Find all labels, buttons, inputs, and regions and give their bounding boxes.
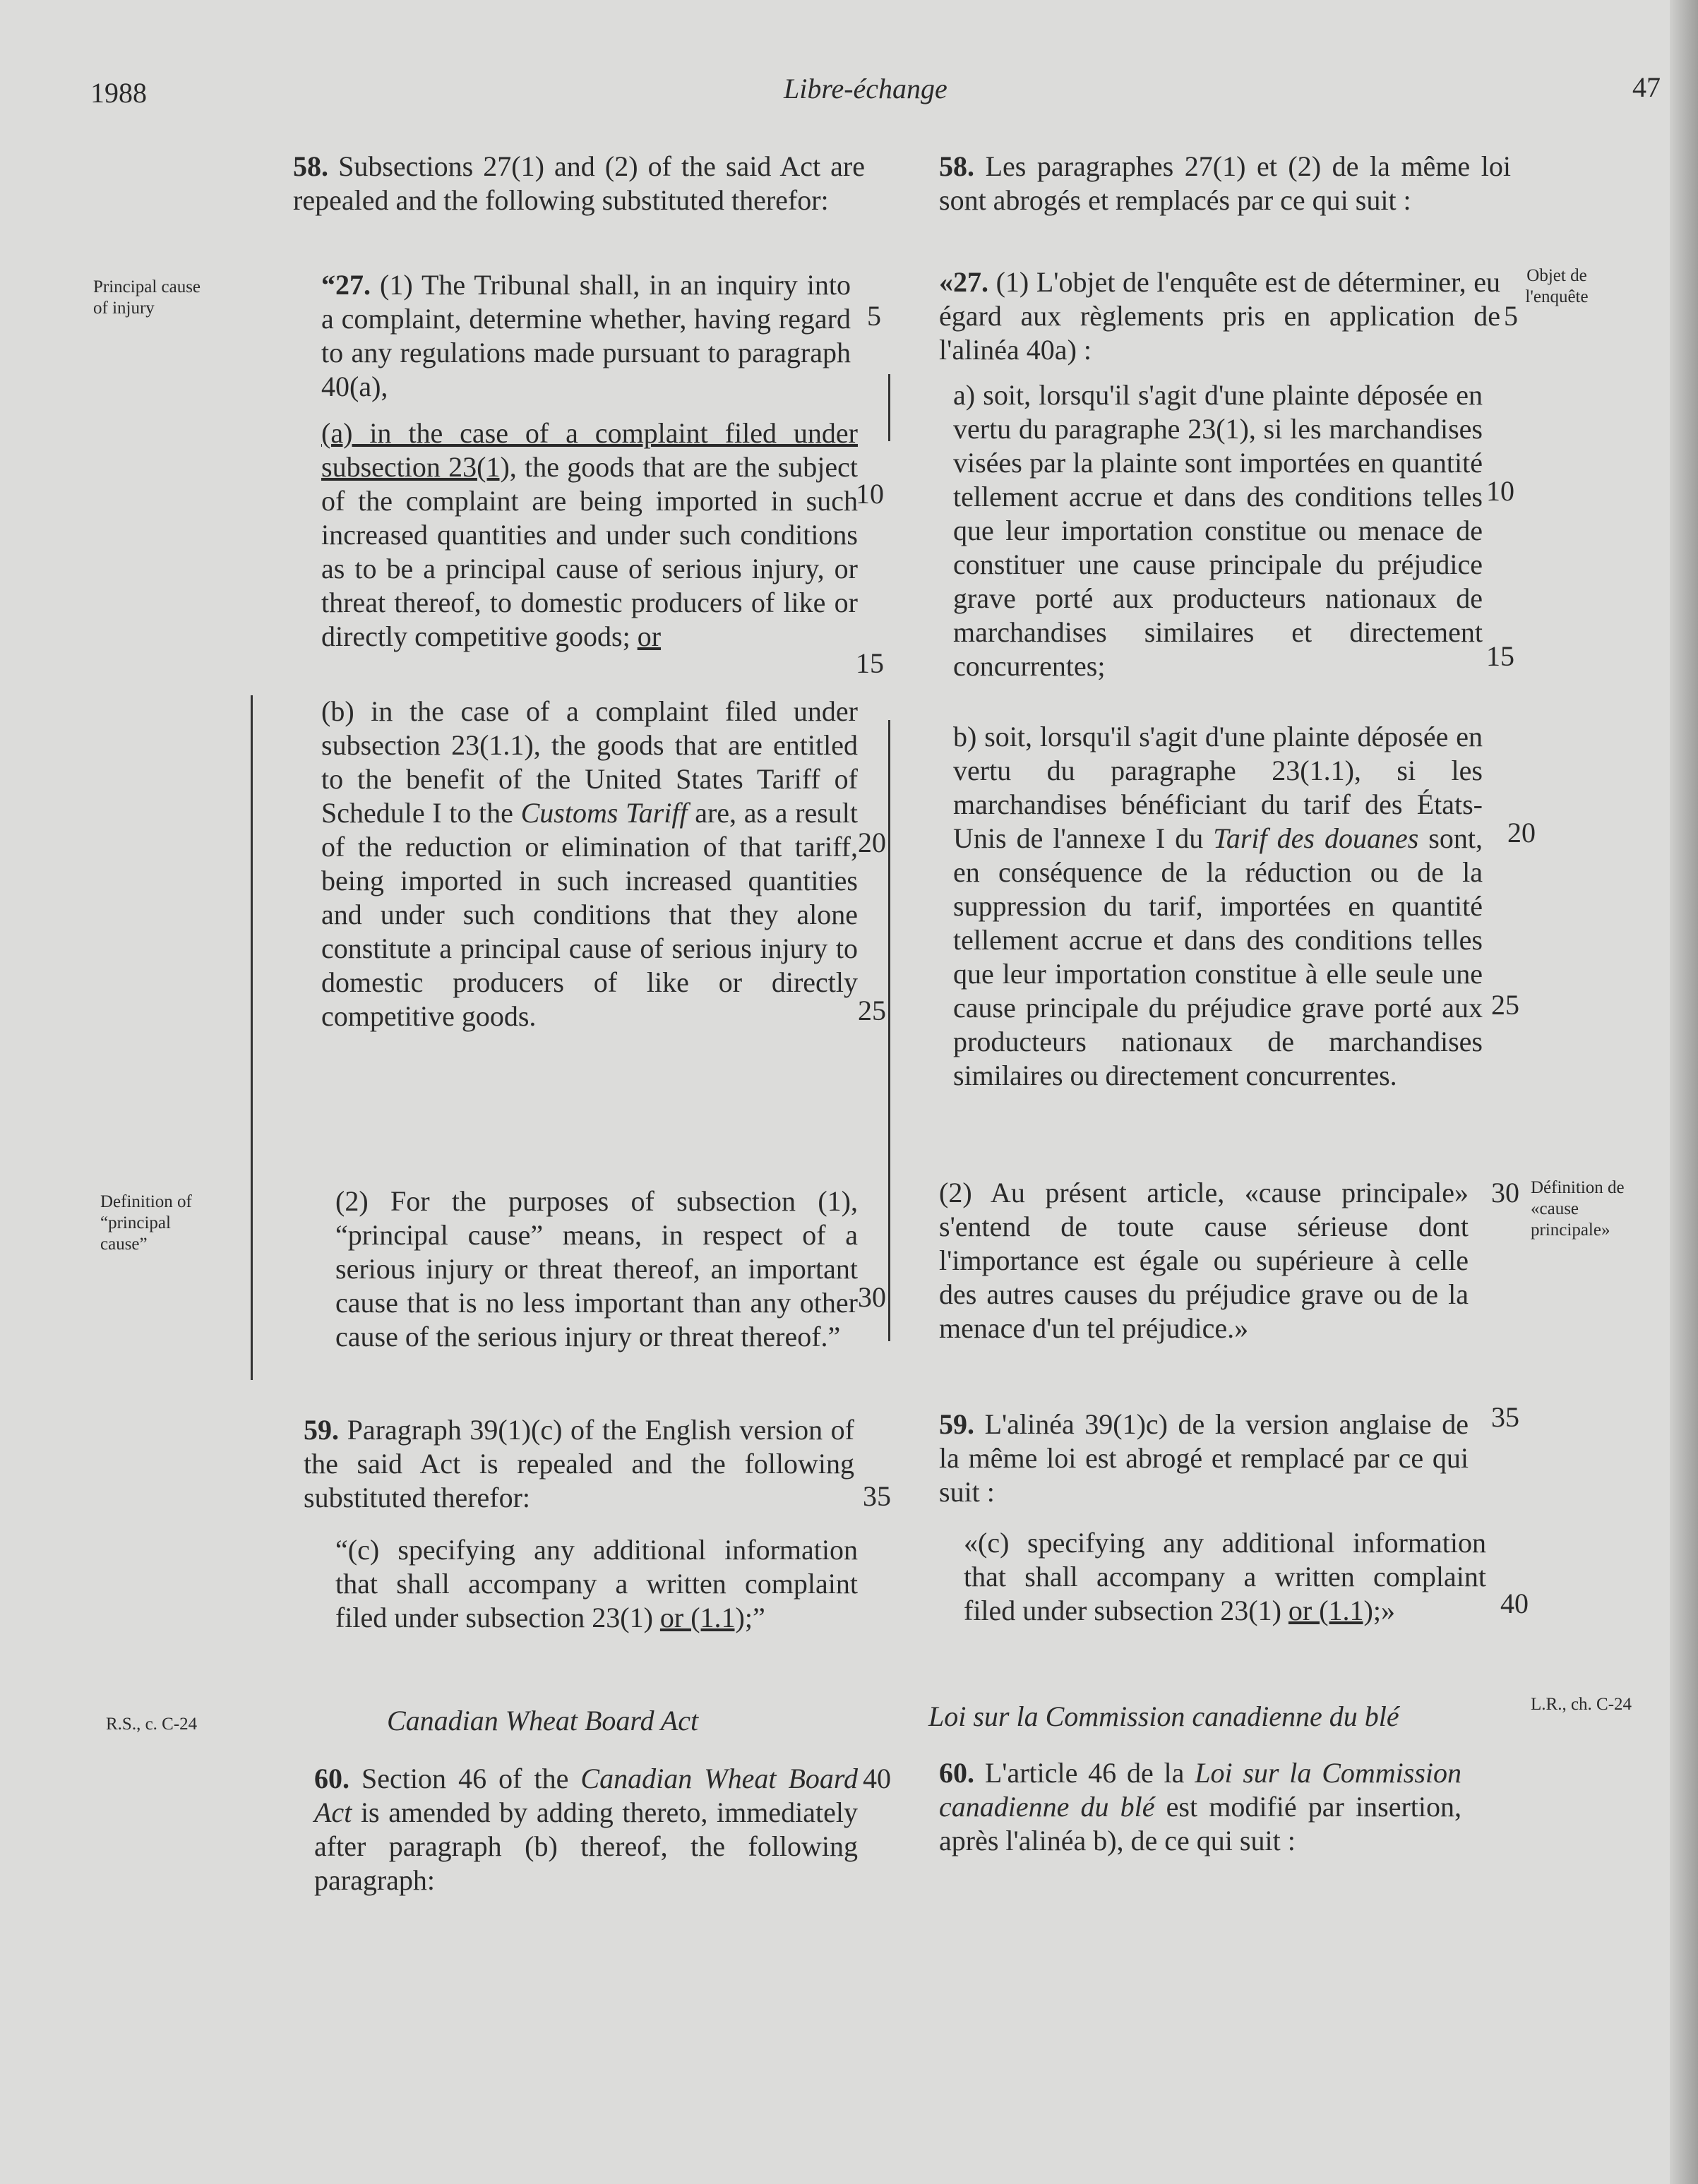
line-number-25-en: 25	[858, 995, 886, 1026]
header-page-number: 47	[1632, 71, 1661, 103]
fr-section-59: 59. L'alinéa 39(1)c) de la version anglaise de la même loi est abrogé et remplacé par ce qui suit :	[939, 1408, 1469, 1508]
fr-section-60: 60. L'article 46 de la Loi sur la Commission canadienne du blé est modifié par insertion, après l'alinéa b), de ce qui suit :	[939, 1757, 1462, 1856]
line-number-35-en: 35	[863, 1480, 891, 1512]
line-number-15-en: 15	[856, 647, 884, 679]
line-number-30-en: 30	[858, 1281, 886, 1313]
line-number-20-en: 20	[858, 827, 886, 858]
fr-subsection-27-1: «27. (1) L'objet de l'enquête est de déterminer, eu égard aux règlements pris en application de l'alinéa 40a) :	[939, 266, 1501, 366]
fr-paragraph-a: a) soit, lorsqu'il s'agit d'une plainte déposée en vertu du paragraphe 23(1), si les marchandises visées par la plainte sont importées en quantité tellement accrue et dans des conditions telles que leur importation constitue ou menace de constituer une cause principale du préjudice grave porté aux producteurs nationaux de marchandises similaires et directement concurrentes;	[953, 379, 1483, 682]
en-section-60: 60. Section 46 of the Canadian Wheat Board Act is amended by adding thereto, immediately after paragraph (b) thereof, the following paragraph:	[314, 1763, 858, 1896]
line-number-30-fr: 30	[1491, 1177, 1519, 1208]
change-bar	[888, 374, 890, 441]
line-number-5-fr: 5	[1504, 300, 1518, 332]
line-number-15-fr: 15	[1486, 640, 1514, 672]
margin-note-principal-cause: Principal cause of injury	[93, 277, 201, 318]
line-number-5-en: 5	[867, 300, 881, 332]
margin-note-rs: R.S., c. C-24	[106, 1715, 198, 1734]
en-paragraph-b: (b) in the case of a complaint filed under subsection 23(1.1), the goods that are entitled to the benefit of the United States Tariff of Schedule I to the Customs Tariff are, as a result of the reduction or elimination of that tariff, being imported in such increased quantities and under such conditions that they alone constitute a principal cause of serious injury to domestic producers of like or directly competitive goods.	[321, 695, 858, 1032]
en-paragraph-a: (a) in the case of a complaint filed under subsection 23(1), the goods that are the subject of the complaint are being imported in such increased quantities and under such conditions as to be a principal cause of serious injury, or threat thereof, to domestic producers of like or directly competitive goods; or	[321, 417, 858, 652]
fr-paragraph-b: b) soit, lorsqu'il s'agit d'une plainte déposée en vertu du paragraphe 23(1.1), si les marchandises bénéficiant du tarif des États-Unis de l'annexe I du Tarif des douanes sont, en conséquence de la réduction ou de la suppression du tarif, importées en quantité tellement accrue et dans des conditions telles que leur importation constitue à elle seule une cause principale du préjudice grave porté aux producteurs nationaux de marchandises similaires ou directement concurrentes.	[953, 721, 1483, 1091]
page-edge-shadow	[1670, 0, 1698, 2184]
line-number-25-fr: 25	[1491, 989, 1519, 1021]
margin-note-definition: Definition of “principal cause”	[100, 1192, 192, 1254]
fr-heading-commission: Loi sur la Commission canadienne du blé	[928, 1700, 1399, 1732]
header-title: Libre-échange	[784, 73, 947, 104]
change-bar	[251, 695, 253, 1380]
line-number-10-en: 10	[856, 478, 884, 510]
change-bar	[888, 720, 890, 1341]
line-number-40-en: 40	[863, 1763, 891, 1794]
line-number-20-fr: 20	[1507, 817, 1536, 848]
en-subsection-27-1: “27. (1) The Tribunal shall, in an inquiry into a complaint, determine whether, having regard to any regulations made pursuant to paragraph 40(a),	[321, 269, 851, 402]
margin-note-objet: Objet de l'enquête	[1525, 266, 1589, 306]
line-number-40-fr: 40	[1500, 1588, 1529, 1619]
en-section-58: 58. Subsections 27(1) and (2) of the said Act are repealed and the following substituted therefor:	[293, 150, 865, 216]
fr-section-58: 58. Les paragraphes 27(1) et (2) de la même loi sont abrogés et remplacés par ce qui suit :	[939, 150, 1511, 216]
header-year: 1988	[90, 77, 147, 109]
en-quoted-paragraph-c: “(c) specifying any additional information that shall accompany a written complaint filed under subsection 23(1) or (1.1);”	[335, 1534, 858, 1633]
fr-quoted-paragraph-c: «(c) specifying any additional information that shall accompany a written complaint filed under subsection 23(1) or (1.1);»	[964, 1527, 1486, 1626]
line-number-10-fr: 10	[1486, 475, 1514, 507]
margin-note-lr: L.R., ch. C-24	[1531, 1695, 1632, 1714]
fr-subsection-27-2: (2) Au présent article, «cause principale» s'entend de toute cause sérieuse dont l'importance est égale ou supérieure à celle des autres causes du préjudice grave ou de la menace d'un tel préjudice.»	[939, 1177, 1469, 1344]
en-subsection-27-2: (2) For the purposes of subsection (1), “principal cause” means, in respect of a serious injury or threat thereof, an important cause that is no less important than any other cause of the serious injury or threat thereof.”	[335, 1185, 858, 1352]
line-number-35-fr: 35	[1491, 1401, 1519, 1433]
en-heading-wheat-board: Canadian Wheat Board Act	[387, 1705, 699, 1736]
en-section-59: 59. Paragraph 39(1)(c) of the English version of the said Act is repealed and the following substituted therefor:	[304, 1414, 855, 1513]
margin-note-definition-fr: Définition de «cause principale»	[1531, 1178, 1625, 1240]
